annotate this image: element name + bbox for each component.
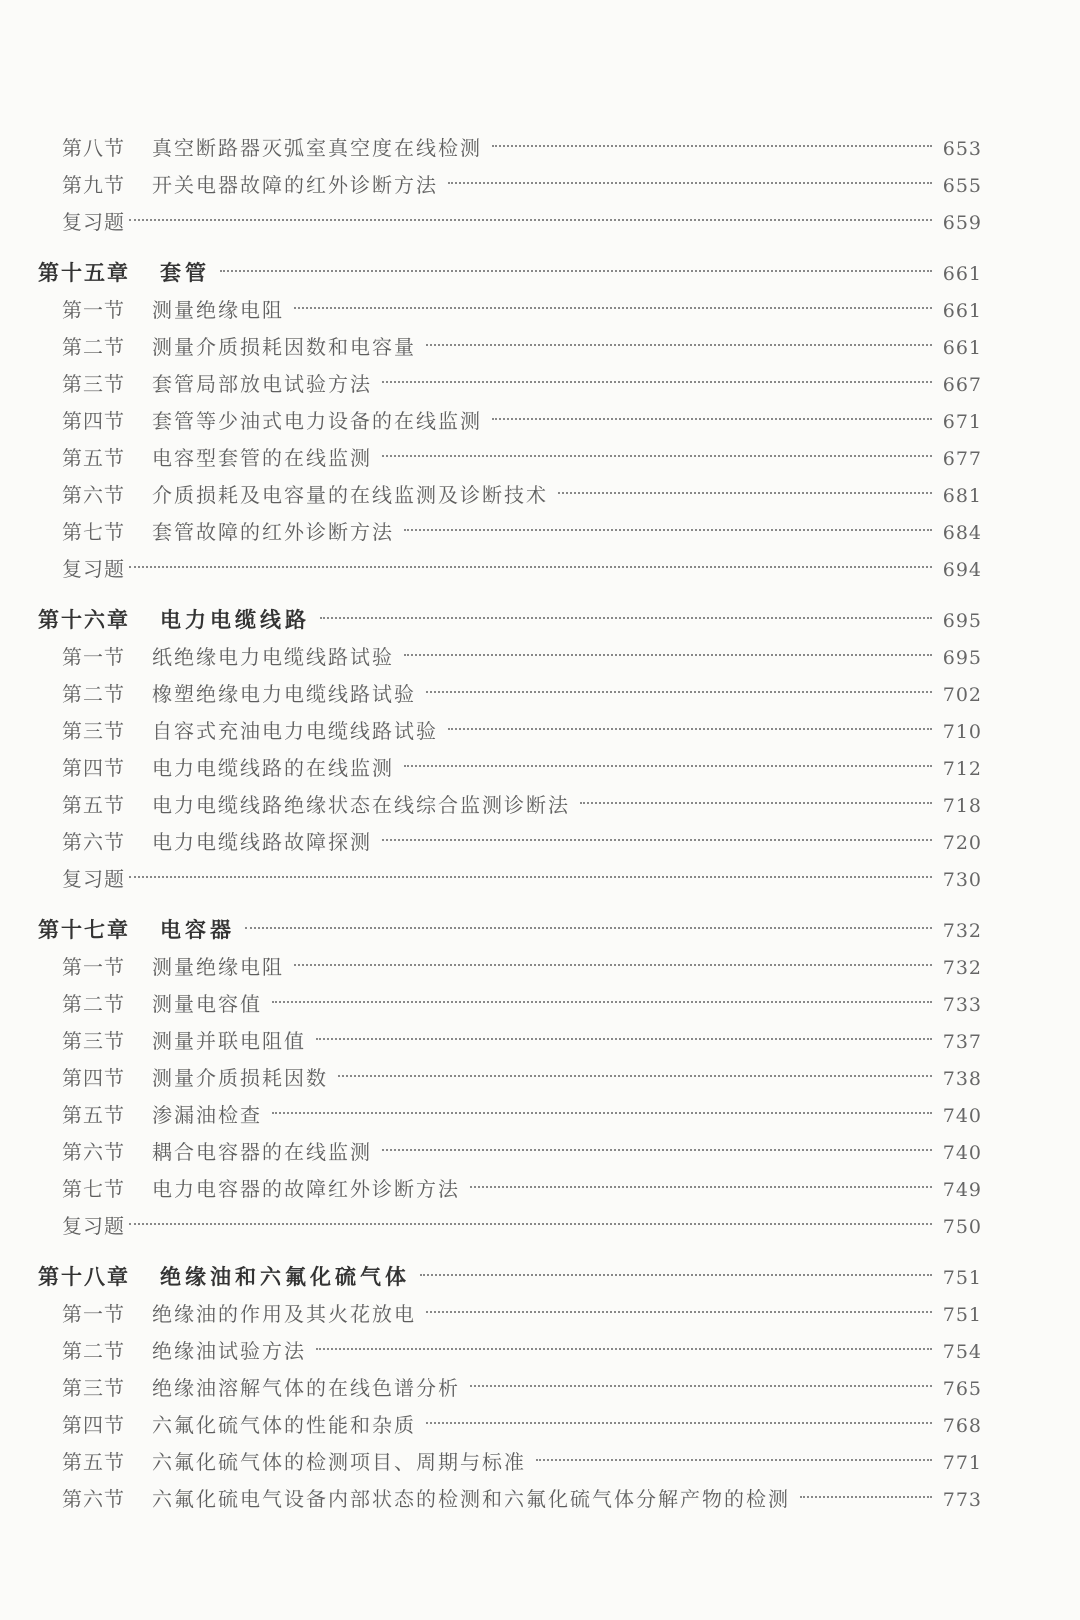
toc-page-number: 773 (942, 1489, 982, 1511)
toc-section-number: 第四节 (62, 1066, 125, 1090)
toc-review-row (62, 551, 982, 588)
toc-section-number: 第五节 (62, 1450, 125, 1474)
toc-section-number: 第二节 (62, 335, 125, 359)
toc-section-title: 橡塑绝缘电力电缆线路试验 (152, 682, 416, 706)
dot-leader (220, 270, 932, 272)
toc-review-number: 复习题 (62, 1214, 125, 1238)
toc-review-row (62, 204, 982, 241)
dot-leader (404, 765, 932, 767)
toc-section-row (62, 713, 982, 750)
toc-page-number: 733 (942, 994, 982, 1016)
toc-page-number: 732 (942, 920, 982, 942)
dot-leader (800, 1496, 932, 1498)
toc-page-number: 749 (942, 1179, 982, 1201)
toc-section-title: 六氟化硫气体的性能和杂质 (152, 1413, 416, 1437)
toc-section-number: 第二节 (62, 682, 125, 706)
toc-section-title: 自容式充油电力电缆线路试验 (152, 719, 438, 743)
toc-section-title: 绝缘油溶解气体的在线色谱分析 (152, 1376, 460, 1400)
toc-section-number: 第一节 (62, 298, 125, 322)
toc-page-number: 667 (942, 374, 982, 396)
toc-section-title: 测量电容值 (152, 992, 262, 1016)
toc-page-number: 712 (942, 758, 982, 780)
toc-page-number: 732 (942, 957, 982, 979)
toc-section-row (62, 477, 982, 514)
toc-page-number: 659 (942, 212, 982, 234)
toc-section-number: 第一节 (62, 955, 125, 979)
toc-section-title: 绝缘油的作用及其火花放电 (152, 1302, 416, 1326)
toc-section-row (62, 292, 982, 329)
toc-section-number: 第四节 (62, 409, 125, 433)
toc-section-title: 电力电缆线路的在线监测 (152, 756, 394, 780)
toc-page-number: 653 (942, 138, 982, 160)
toc-section-title: 纸绝缘电力电缆线路试验 (152, 645, 394, 669)
toc-section-number: 第三节 (62, 372, 125, 396)
toc-page-number: 702 (942, 684, 982, 706)
toc-page-number: 771 (942, 1452, 982, 1474)
toc-chapter-title: 绝缘油和六氟化硫气体 (160, 1265, 410, 1289)
toc-section-number: 第二节 (62, 992, 125, 1016)
toc-section-number: 第八节 (62, 136, 125, 160)
toc-section-row (62, 1370, 982, 1407)
toc-section-title: 真空断路器灭弧室真空度在线检测 (152, 136, 482, 160)
dot-leader (338, 1075, 932, 1077)
toc-chapter-row (38, 912, 982, 949)
toc-page-number: 738 (942, 1068, 982, 1090)
toc-review-number: 复习题 (62, 210, 125, 234)
toc-section-title: 套管等少油式电力设备的在线监测 (152, 409, 482, 433)
dot-leader (426, 691, 932, 693)
dot-leader (404, 529, 932, 531)
toc-section-number: 第五节 (62, 446, 125, 470)
toc-section-row (62, 1296, 982, 1333)
dot-leader (129, 876, 932, 878)
dot-leader (426, 1311, 932, 1313)
toc-section-row (62, 750, 982, 787)
toc-section-number: 第四节 (62, 1413, 125, 1437)
toc-section-row (62, 1481, 982, 1518)
dot-leader (382, 455, 932, 457)
toc-page-number: 718 (942, 795, 982, 817)
toc-section-title: 套管局部放电试验方法 (152, 372, 372, 396)
dot-leader (382, 381, 932, 383)
toc-chapter-title: 电容器 (160, 918, 235, 942)
toc-section-number: 第三节 (62, 719, 125, 743)
toc-page-number: 751 (942, 1267, 982, 1289)
dot-leader (316, 1038, 932, 1040)
toc-page-number: 684 (942, 522, 982, 544)
toc-section-title: 开关电器故障的红外诊断方法 (152, 173, 438, 197)
toc-review-row (62, 861, 982, 898)
toc-section-title: 测量绝缘电阻 (152, 298, 284, 322)
toc-section-number: 第六节 (62, 1487, 125, 1511)
dot-leader (426, 344, 932, 346)
dot-leader (558, 492, 932, 494)
toc-page-number: 740 (942, 1142, 982, 1164)
toc-section-number: 第七节 (62, 520, 125, 544)
dot-leader (420, 1274, 932, 1276)
toc-page-number: 661 (942, 337, 982, 359)
toc-section-row (62, 787, 982, 824)
toc-section-number: 第六节 (62, 830, 125, 854)
toc-section-row (62, 1171, 982, 1208)
dot-leader (129, 1223, 932, 1225)
toc-section-title: 耦合电容器的在线监测 (152, 1140, 372, 1164)
toc-section-row (62, 514, 982, 551)
toc-section-number: 第九节 (62, 173, 125, 197)
toc-page-number: 661 (942, 263, 982, 285)
toc-section-number: 第五节 (62, 793, 125, 817)
toc-section-title: 电容型套管的在线监测 (152, 446, 372, 470)
toc-section-row (62, 949, 982, 986)
toc-section-number: 第一节 (62, 645, 125, 669)
toc-review-number: 复习题 (62, 867, 125, 891)
dot-leader (294, 307, 932, 309)
dot-leader (382, 839, 932, 841)
toc-section-number: 第三节 (62, 1029, 125, 1053)
dot-leader (129, 566, 932, 568)
toc-section-row (62, 986, 982, 1023)
toc-section-number: 第七节 (62, 1177, 125, 1201)
toc-chapter-number: 第十七章 (38, 918, 130, 942)
toc-review-number: 复习题 (62, 557, 125, 581)
toc-page-number: 754 (942, 1341, 982, 1363)
dot-leader (294, 964, 932, 966)
toc-section-number: 第五节 (62, 1103, 125, 1127)
toc-section-number: 第一节 (62, 1302, 125, 1326)
toc-section-row (62, 676, 982, 713)
toc-section-row (62, 1444, 982, 1481)
toc-section-number: 第四节 (62, 756, 125, 780)
toc-page-number: 671 (942, 411, 982, 433)
toc-section-title: 测量介质损耗因数和电容量 (152, 335, 416, 359)
toc-page-number: 751 (942, 1304, 982, 1326)
toc-section-title: 电力电缆线路绝缘状态在线综合监测诊断法 (152, 793, 570, 817)
toc-chapter-number: 第十八章 (38, 1265, 130, 1289)
dot-leader (404, 654, 932, 656)
toc-section-row (62, 639, 982, 676)
toc-section-title: 套管故障的红外诊断方法 (152, 520, 394, 544)
toc-section-title: 电力电缆线路故障探测 (152, 830, 372, 854)
toc-review-row (62, 1208, 982, 1245)
toc-section-row (62, 130, 982, 167)
toc-page-number: 681 (942, 485, 982, 507)
toc-section-number: 第六节 (62, 1140, 125, 1164)
toc-page-number: 695 (942, 647, 982, 669)
toc-page-number: 694 (942, 559, 982, 581)
dot-leader (316, 1348, 932, 1350)
dot-leader (448, 182, 932, 184)
toc-section-title: 六氟化硫电气设备内部状态的检测和六氟化硫气体分解产物的检测 (152, 1487, 790, 1511)
toc-section-row (62, 329, 982, 366)
dot-leader (470, 1186, 932, 1188)
dot-leader (492, 145, 932, 147)
toc-page-number: 730 (942, 869, 982, 891)
toc-section-row (62, 1333, 982, 1370)
toc-chapter-title: 电力电缆线路 (160, 608, 310, 632)
toc-section-row (62, 167, 982, 204)
dot-leader (245, 927, 932, 929)
dot-leader (272, 1001, 932, 1003)
toc-page-number: 740 (942, 1105, 982, 1127)
toc-section-row (62, 1023, 982, 1060)
toc-section-row (62, 440, 982, 477)
toc-section-title: 测量介质损耗因数 (152, 1066, 328, 1090)
toc-page-number: 768 (942, 1415, 982, 1437)
dot-leader (536, 1459, 932, 1461)
toc-section-number: 第三节 (62, 1376, 125, 1400)
toc-page-number: 677 (942, 448, 982, 470)
toc-page-number: 765 (942, 1378, 982, 1400)
dot-leader (448, 728, 932, 730)
toc-chapter-row (38, 602, 982, 639)
dot-leader (320, 617, 932, 619)
toc-section-title: 渗漏油检查 (152, 1103, 262, 1127)
toc-page-number: 720 (942, 832, 982, 854)
toc-chapter-number: 第十六章 (38, 608, 130, 632)
toc-page-number: 710 (942, 721, 982, 743)
toc-section-row (62, 1407, 982, 1444)
dot-leader (272, 1112, 932, 1114)
toc-section-number: 第六节 (62, 483, 125, 507)
dot-leader (129, 219, 932, 221)
toc-section-number: 第二节 (62, 1339, 125, 1363)
toc-section-row (62, 1134, 982, 1171)
toc-chapter-title: 套管 (160, 261, 210, 285)
toc-section-title: 介质损耗及电容量的在线监测及诊断技术 (152, 483, 548, 507)
toc-page-number: 737 (942, 1031, 982, 1053)
toc-chapter-row (38, 1259, 982, 1296)
toc-section-row (62, 1097, 982, 1134)
toc-section-title: 电力电容器的故障红外诊断方法 (152, 1177, 460, 1201)
toc-page-number: 655 (942, 175, 982, 197)
toc-page-number: 750 (942, 1216, 982, 1238)
dot-leader (382, 1149, 932, 1151)
toc-section-row (62, 366, 982, 403)
table-of-contents (0, 130, 1080, 1518)
dot-leader (470, 1385, 932, 1387)
toc-chapter-row (38, 255, 982, 292)
toc-section-row (62, 403, 982, 440)
dot-leader (426, 1422, 932, 1424)
toc-section-title: 测量绝缘电阻 (152, 955, 284, 979)
toc-page-number: 695 (942, 610, 982, 632)
toc-chapter-number: 第十五章 (38, 261, 130, 285)
dot-leader (580, 802, 932, 804)
toc-section-row (62, 824, 982, 861)
dot-leader (492, 418, 932, 420)
toc-section-title: 六氟化硫气体的检测项目、周期与标准 (152, 1450, 526, 1474)
toc-page-number: 661 (942, 300, 982, 322)
toc-section-title: 绝缘油试验方法 (152, 1339, 306, 1363)
toc-section-row (62, 1060, 982, 1097)
toc-section-title: 测量并联电阻值 (152, 1029, 306, 1053)
